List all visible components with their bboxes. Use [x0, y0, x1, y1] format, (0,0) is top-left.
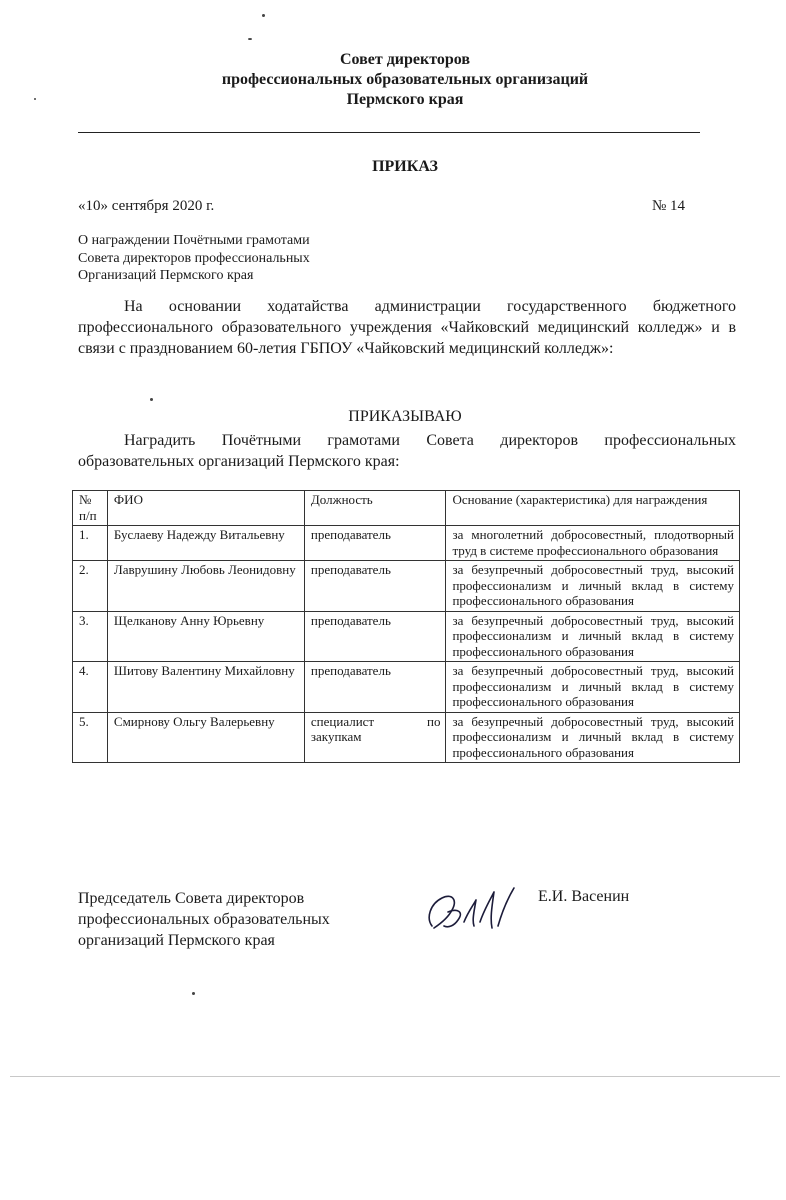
scan-edge-line: [10, 1076, 780, 1077]
signatory-title-line: организаций Пермского края: [78, 932, 275, 949]
table-header-row: [73, 491, 740, 526]
table-row: [73, 712, 740, 763]
directive-heading: ПРИКАЗЫВАЮ: [348, 408, 462, 425]
row-number: 4.: [73, 662, 108, 713]
row-basis: за безупречный добросовестный труд, высокий профессионализм и личный вклад в систему профессионального образования: [446, 712, 740, 763]
award-intro-paragraph: Наградить Почётными грамотами Совета директоров профессиональных образовательных организаций Пермского края:: [78, 432, 736, 470]
table-row: [73, 611, 740, 662]
row-basis: за безупречный добросовестный труд, высокий профессионализм и личный вклад в систему профессионального образования: [446, 561, 740, 612]
header-line: Пермского края: [346, 91, 464, 108]
row-position: преподаватель: [304, 662, 446, 713]
signatory-title-line: Председатель Совета директоров: [78, 890, 305, 907]
header-line: Совет директоров: [339, 51, 471, 68]
subject-line: Совета директоров профессиональных: [78, 250, 310, 266]
row-basis: за безупречный добросовестный труд, высокий профессионализм и личный вклад в систему профессионального образования: [446, 611, 740, 662]
order-date: «10» сентября 2020 г.: [78, 198, 215, 214]
row-basis: за многолетний добросовестный, плодотворный труд в системе профессионального образования: [446, 526, 740, 561]
header-cell-name: ФИО: [107, 491, 304, 526]
subject-line: О награждении Почётными грамотами: [78, 233, 310, 248]
scan-speck: [150, 398, 153, 401]
row-position: специалист по закупкам: [304, 712, 446, 763]
awards-table: [72, 490, 740, 763]
row-number: 2.: [73, 561, 108, 612]
table-row: [73, 561, 740, 612]
scan-speck: [34, 98, 36, 100]
row-position: преподаватель: [304, 561, 446, 612]
scan-speck: [192, 992, 195, 995]
row-position: преподаватель: [304, 526, 446, 561]
row-name: Лаврушину Любовь Леонидовну: [107, 561, 304, 612]
row-number: 1.: [73, 526, 108, 561]
row-position: преподаватель: [304, 611, 446, 662]
header-line: профессиональных образовательных организаций: [221, 71, 589, 88]
row-name: Щелканову Анну Юрьевну: [107, 611, 304, 662]
signatory-name: Е.И. Васенин: [538, 888, 630, 905]
signatory-title-line: профессиональных образовательных: [78, 911, 330, 928]
header-cell-number: № п/п: [73, 491, 108, 526]
subject-line: Организаций Пермского края: [78, 268, 254, 283]
header-divider: [78, 132, 700, 133]
handwritten-signature: [418, 882, 528, 942]
organization-header: [0, 50, 786, 110]
signatory-title: [78, 888, 408, 951]
scan-speck: [262, 14, 265, 17]
row-name: Буслаеву Надежду Витальевну: [107, 526, 304, 561]
row-basis: за безупречный добросовестный труд, высокий профессионализм и личный вклад в систему профессионального образования: [446, 662, 740, 713]
row-number: 3.: [73, 611, 108, 662]
document-title: ПРИКАЗ: [372, 158, 438, 175]
header-cell-position: Должность: [304, 491, 446, 526]
row-name: Шитову Валентину Михайловну: [107, 662, 304, 713]
order-subject: [78, 232, 378, 285]
scan-speck: [248, 38, 252, 40]
order-number: № 14: [652, 198, 686, 214]
header-cell-basis: Основание (характеристика) для награждения: [446, 491, 740, 526]
preamble-paragraph: На основании ходатайства администрации государственного бюджетного профессионального образовательного учреждения «Чайковский медицинский колледж» и в связи с празднованием 60-летия ГБПОУ «Чайковский медицинский колледж»:: [78, 298, 736, 357]
row-name: Смирнову Ольгу Валерьевну: [107, 712, 304, 763]
table-row: [73, 662, 740, 713]
row-number: 5.: [73, 712, 108, 763]
table-row: [73, 526, 740, 561]
